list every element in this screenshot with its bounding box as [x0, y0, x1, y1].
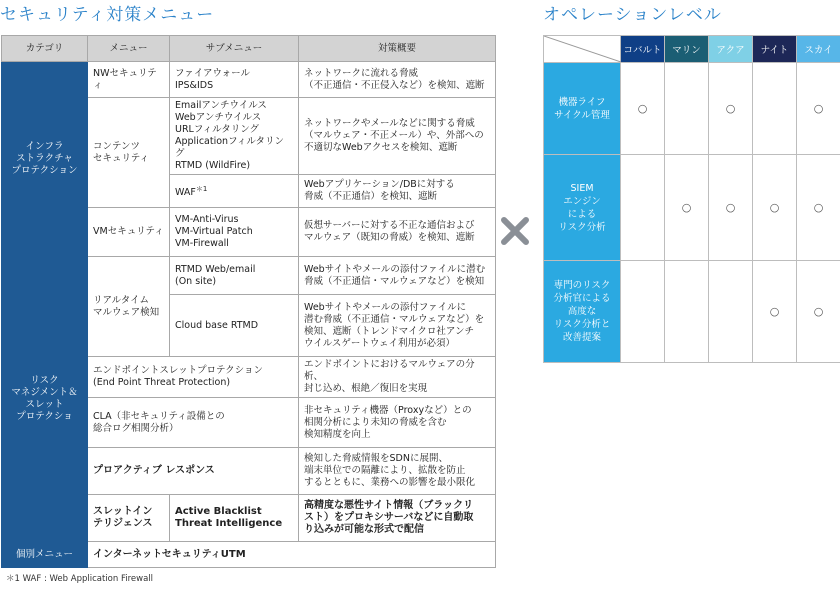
security-menu-table: [1, 35, 496, 568]
function-expert-analysis: 専門のリスク 分析官による 高度な リスク分析と 改善提案: [544, 261, 621, 363]
menu-cell: リアルタイム マルウェア検知: [88, 257, 170, 357]
overview-cell: Webサイトやメールの添付ファイルに潜む 脅威（不正通信・マルウェアなど）を検知: [299, 257, 496, 295]
menu-cell: スレットイン テリジェンス: [88, 495, 170, 542]
matrix-corner: [544, 36, 621, 63]
level-marine: マリン: [665, 36, 709, 63]
header-menu: メニュー: [88, 36, 170, 62]
table-row: [2, 542, 496, 568]
menu-cell: VMセキュリティ: [88, 208, 170, 257]
overview-cell: エンドポイントにおけるマルウェアの分析、 封じ込め、根絶／復旧を実現: [299, 357, 496, 398]
overview-cell: Webサイトやメールの添付ファイルに 潜む脅威（不正通信・マルウェアなど）を 検知、遮断（トレンドマイクロ社アンチ ウイルスゲートウェイ利用が必須）: [299, 295, 496, 357]
header-overview: 対策概要: [299, 36, 496, 62]
overview-cell: ネットワークやメールなどに関する脅威 （マルウェア・不正メール）や、外部への 不適切なWebアクセスを検知、遮断: [299, 98, 496, 175]
support-mark: ○: [621, 63, 665, 155]
support-mark: ○: [665, 155, 709, 261]
overview-cell: Webアプリケーション/DBに対する 脅威（不正通信）を検知、遮断: [299, 175, 496, 208]
support-mark: [621, 261, 665, 363]
overview-cell: 仮想サーバーに対する不正な通信および マルウェア（既知の脅威）を検知、遮断: [299, 208, 496, 257]
submenu-cell: VM-Anti-Virus VM-Virtual Patch VM-Firewall: [170, 208, 299, 257]
corner-level-label: レベル: [588, 40, 616, 50]
support-mark: [709, 261, 753, 363]
submenu-cell: Active Blacklist Threat Intelligence: [170, 495, 299, 542]
submenu-cell: Emailアンチウイルス Webアンチウイルス URLフィルタリング Applicationフィルタリング RTMD (WildFire): [170, 98, 299, 175]
header-category: カテゴリ: [2, 36, 88, 62]
support-mark: ○: [709, 155, 753, 261]
header-submenu: サブメニュー: [170, 36, 299, 62]
level-night: ナイト: [753, 36, 797, 63]
overview-cell: 検知した脅威情報をSDNに展開、 端末単位での隔離により、拡散を防止 するとともに、業務への影響を最小限化: [299, 448, 496, 495]
submenu-cell: Cloud base RTMD: [170, 295, 299, 357]
operation-level-title: オペレーションレベル: [543, 5, 722, 25]
menu-cell: NWセキュリティ: [88, 62, 170, 98]
support-mark: [665, 261, 709, 363]
menu-cell: プロアクティブ レスポンス: [88, 448, 299, 495]
table-header-row: [2, 36, 496, 62]
category-risk-management: リスク マネジメント＆ スレット プロテクショ: [2, 257, 88, 542]
multiply-icon: [500, 216, 530, 246]
overview-cell: ネットワークに流れる脅威 （不正通信・不正侵入など）を検知、遮断: [299, 62, 496, 98]
function-siem-risk-analysis: SIEM エンジン による リスク分析: [544, 155, 621, 261]
menu-cell: コンテンツ セキュリティ: [88, 98, 170, 208]
table-row: [2, 257, 496, 295]
function-lifecycle-management: 機器ライフ サイクル管理: [544, 63, 621, 155]
support-mark: [753, 63, 797, 155]
support-mark: ○: [797, 63, 840, 155]
support-mark: [665, 63, 709, 155]
level-header-row: [544, 36, 840, 63]
support-mark: ○: [797, 261, 840, 363]
menu-cell: CLA（非セキュリティ設備との 総合ログ相関分析）: [88, 398, 299, 448]
level-aqua: アクア: [709, 36, 753, 63]
level-sky: スカイ: [797, 36, 840, 63]
submenu-cell: RTMD Web/email (On site): [170, 257, 299, 295]
category-infrastructure-protection: インフラ ストラクチャ プロテクション: [2, 62, 88, 257]
waf-label: WAF: [175, 187, 196, 199]
function-row: [544, 63, 840, 155]
support-mark: ○: [753, 261, 797, 363]
operation-level-matrix: [543, 35, 840, 363]
submenu-cell: ファイアウォール IPS&IDS: [170, 62, 299, 98]
menu-cell: エンドポイントスレットプロテクション (End Point Threat Protection): [88, 357, 299, 398]
support-mark: ○: [709, 63, 753, 155]
support-mark: ○: [753, 155, 797, 261]
function-row: [544, 155, 840, 261]
function-row: [544, 261, 840, 363]
category-individual-menu: 個別メニュー: [2, 542, 88, 568]
menu-cell: インターネットセキュリティUTM: [88, 542, 496, 568]
footnote: ＊1 WAF : Web Application Firewall: [6, 574, 154, 584]
corner-function-label: 機能: [552, 51, 571, 61]
level-cobalt: コバルト: [621, 36, 665, 63]
overview-cell: 高精度な悪性サイト情報（ブラックリ スト）をプロキシサーバなどに自動取 り込みが可能な形式で配信: [299, 495, 496, 542]
footnote-marker: ＊1: [195, 184, 208, 193]
security-menu-title: セキュリティ対策メニュー: [0, 5, 215, 25]
table-row: [2, 62, 496, 98]
support-mark: ○: [797, 155, 840, 261]
support-mark: [621, 155, 665, 261]
submenu-cell: [170, 175, 299, 208]
overview-cell: 非セキュリティ機器（Proxyなど）との 相関分析により未知の脅威を含む 検知精度を向上: [299, 398, 496, 448]
